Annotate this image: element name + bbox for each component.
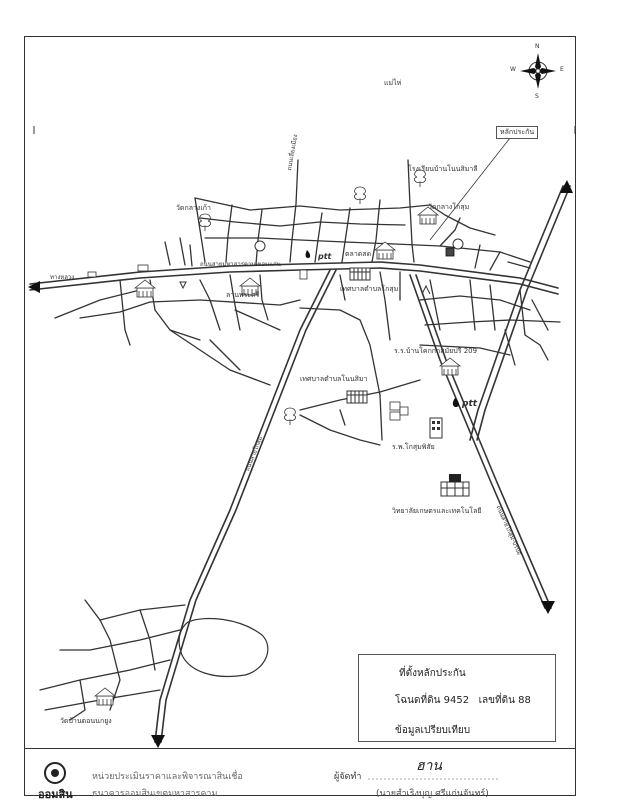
collateral-marker xyxy=(446,248,454,256)
compass-s: S xyxy=(535,93,539,100)
compass-w: W xyxy=(510,66,516,73)
signature: ฮาน xyxy=(416,758,442,774)
legend-deed-line xyxy=(395,693,531,708)
dept-line-2: ธนาคารออมสินเขตมหาสารคาม xyxy=(92,789,218,799)
map-legend xyxy=(358,654,556,742)
ptt-label-north: ptt xyxy=(318,252,332,261)
compass-n: N xyxy=(535,43,540,50)
pond xyxy=(179,618,268,676)
footer xyxy=(24,748,576,801)
label-village-sw: วัดบ้านดอนนกยูง xyxy=(60,717,112,725)
compass-e: E xyxy=(560,66,564,73)
label-municipality: เทศบาลตำบลโกสุม xyxy=(340,285,399,293)
legend-land-no-prefix: เลขที่ดิน xyxy=(478,695,515,706)
preparer-name: (นายสำเริงบุญ ศรีแก่นจันทร์) xyxy=(376,789,489,799)
label-market: ตลาดสด xyxy=(345,250,372,258)
label-road-se: ถนนสายโกสุม-บรบือ xyxy=(494,504,523,557)
label-road-north: ถนนเลี่ยงเมือง xyxy=(286,133,300,172)
org-logo-text: ออมสิน xyxy=(38,788,73,801)
legend-deed-no: 9452 xyxy=(443,695,470,706)
label-school-top: โรงเรียนบ้านโนนสิมาลี xyxy=(408,165,478,173)
legend-comparison-label: ข้อมูลเปรียบเทียบ xyxy=(395,725,471,736)
ptt-label-south: ptt xyxy=(462,399,478,409)
legend-collateral-title: ที่ตั้งหลักประกัน xyxy=(399,668,466,679)
label-district-office: เทศบาลตำบลโนนสิมา xyxy=(300,375,368,383)
dept-line-1: หน่วยประเมินราคาและพิจารณาสินเชื่อ xyxy=(92,772,243,782)
preparer-label: ผู้จัดทำ xyxy=(334,772,362,782)
collateral-callout: หลักประกัน xyxy=(496,126,538,139)
label-police: ร.พ.โกสุมพิสัย xyxy=(392,443,435,451)
legend-land-no: 88 xyxy=(518,695,531,706)
label-hospital-road: ร.ร.บ้านโคกกกสมัยปรี 209 xyxy=(394,347,478,355)
legend-deed-prefix: โฉนดที่ดิน xyxy=(395,695,441,706)
north-label: แม่ไห่ xyxy=(384,79,402,87)
label-road-west: ทางหลวง xyxy=(50,274,75,281)
label-temple-left: วัดกลางเก้า xyxy=(176,204,211,212)
compass-icon xyxy=(520,53,556,89)
label-road-main: ถนนสายมหาสารคาม-ขอนแก่น xyxy=(200,261,281,268)
label-temple-top-right: วัดกลางโกสุม xyxy=(428,203,470,211)
label-college: วิทยาลัยเกษตรและเทคโนโลยี xyxy=(392,507,482,515)
label-lang-right: ลานพระศรี xyxy=(226,291,260,299)
label-road-sw: ถนนสายโกสุม xyxy=(244,435,265,473)
